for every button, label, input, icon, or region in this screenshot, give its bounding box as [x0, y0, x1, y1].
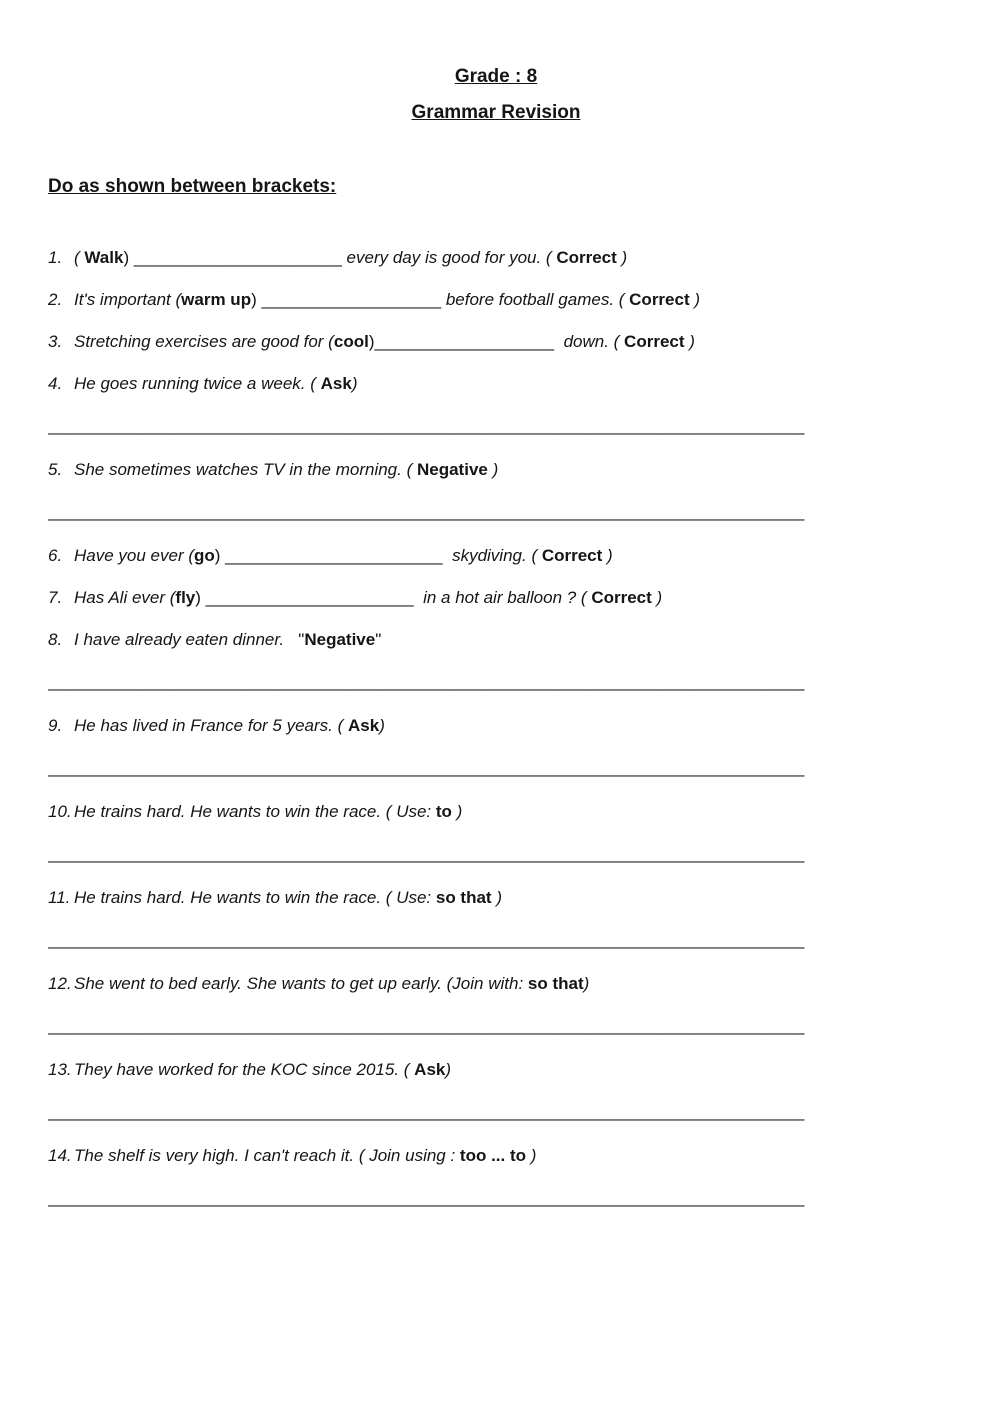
item-number: 13.	[48, 1060, 72, 1079]
item-number: 9.	[48, 716, 63, 735]
item-text-segment: "	[375, 630, 382, 649]
item-text-segment: )	[491, 888, 502, 907]
item-text-segment: )	[445, 1060, 452, 1079]
worksheet-item	[48, 244, 944, 272]
worksheet-item	[48, 584, 944, 612]
item-text-segment: Walk	[84, 248, 124, 267]
worksheet-item	[48, 970, 944, 998]
item-text-segment: Ask	[348, 716, 380, 735]
item-text-segment: )___________________	[368, 332, 564, 351]
instructions-heading: Do as shown between brackets:	[48, 176, 337, 197]
item-text-segment: Correct	[541, 546, 603, 565]
item-number: 6.	[48, 546, 63, 565]
item-number: 3.	[48, 332, 63, 351]
answer-blank-line: ________________________________________________________________________________	[48, 416, 805, 435]
item-text-segment: down. (	[563, 332, 625, 351]
item-number: 5.	[48, 460, 63, 479]
item-text-segment: )	[684, 332, 695, 351]
item-number: 14.	[48, 1146, 72, 1165]
item-text-segment: to	[435, 802, 452, 821]
answer-blank-line: ________________________________________________________________________________	[48, 1188, 805, 1207]
answer-blank-line: ________________________________________________________________________________	[48, 672, 805, 691]
item-number: 11.	[48, 888, 71, 907]
item-text-segment: Correct	[556, 248, 617, 267]
item-text-segment: He goes running twice a week. (	[74, 374, 321, 393]
item-text-segment: )	[351, 374, 358, 393]
worksheet-item	[48, 1142, 944, 1170]
item-text-segment: so that	[527, 974, 584, 993]
item-text-segment: He trains hard. He wants to win the race. ( Use:	[74, 888, 436, 907]
item-text-segment: ) ______________________	[195, 588, 424, 607]
worksheet-item	[48, 286, 944, 314]
worksheet-item	[48, 712, 944, 740]
item-text-segment: warm up	[181, 290, 252, 309]
item-text-segment: )	[451, 802, 463, 821]
item-text-segment: I have already eaten dinner.	[74, 630, 299, 649]
item-text-segment: in a hot air balloon ? (	[423, 588, 592, 607]
item-text-segment: fly	[175, 588, 196, 607]
item-text-segment: They have worked for the KOC since 2015. (	[74, 1060, 415, 1079]
item-text-segment: before football games. (	[445, 290, 630, 309]
item-text-segment: )	[379, 716, 385, 735]
item-text-segment: It's important (	[74, 290, 182, 309]
item-text-segment: )	[526, 1146, 537, 1165]
item-number: 1.	[48, 248, 63, 267]
item-number: 4.	[48, 374, 63, 393]
item-text-segment: She sometimes watches TV in the morning. (	[74, 460, 417, 479]
item-text-segment: ) ______________________	[123, 248, 347, 267]
item-number: 10.	[48, 802, 72, 821]
item-text-segment: )	[583, 974, 590, 993]
item-text-segment: Negative	[304, 630, 376, 649]
item-text-segment: so that	[435, 888, 492, 907]
item-text-segment: Correct	[629, 290, 690, 309]
item-number: 12.	[48, 974, 72, 993]
page-subtitle: Grammar Revision	[411, 102, 581, 123]
item-number: 7.	[48, 588, 63, 607]
worksheet-item	[48, 542, 944, 570]
answer-blank-line: ________________________________________________________________________________	[48, 502, 805, 521]
item-text-segment: He has lived in France for 5 years. (	[74, 716, 349, 735]
item-text-segment: cool	[333, 332, 369, 351]
item-number: 8.	[48, 630, 63, 649]
worksheet-item	[48, 328, 944, 356]
item-text-segment: )	[651, 588, 663, 607]
item-text-segment: She went to bed early. She wants to get up early. (Join with:	[74, 974, 528, 993]
item-text-segment: Negative	[416, 460, 488, 479]
item-text-segment: every day is good for you. (	[346, 248, 557, 267]
items-container	[48, 244, 944, 1212]
answer-blank-line: ________________________________________________________________________________	[48, 1102, 805, 1121]
item-text-segment: Stretching exercises are good for (	[74, 332, 334, 351]
item-text-segment: go	[194, 546, 215, 565]
item-text-segment: (	[74, 248, 85, 267]
item-text-segment: )	[689, 290, 701, 309]
item-text-segment: )	[616, 248, 628, 267]
worksheet-item	[48, 626, 944, 654]
answer-blank-line: ________________________________________________________________________________	[48, 758, 805, 777]
item-text-segment: skydiving. (	[452, 546, 542, 565]
item-text-segment: Correct	[591, 588, 652, 607]
answer-blank-line: ________________________________________________________________________________	[48, 930, 805, 949]
item-number: 2.	[48, 290, 63, 309]
answer-blank-line: ________________________________________________________________________________	[48, 844, 805, 863]
item-text-segment: Ask	[320, 374, 352, 393]
worksheet-item	[48, 370, 944, 398]
item-text-segment: )	[487, 460, 499, 479]
item-text-segment: too ... to	[459, 1146, 527, 1165]
answer-blank-line: ________________________________________________________________________________	[48, 1016, 805, 1035]
item-text-segment: Have you ever (	[74, 546, 194, 565]
item-text-segment: Has Ali ever (	[74, 588, 176, 607]
item-text-segment: He trains hard. He wants to win the race. ( Use:	[74, 802, 436, 821]
item-text-segment: The shelf is very high. I can't reach it. ( Join using :	[74, 1146, 460, 1165]
item-text-segment: Ask	[414, 1060, 446, 1079]
worksheet-item	[48, 798, 944, 826]
worksheet-item	[48, 884, 944, 912]
item-text-segment: )	[602, 546, 613, 565]
worksheet-item	[48, 456, 944, 484]
item-text-segment: ) ___________________	[251, 290, 446, 309]
page-title: Grade : 8	[454, 66, 538, 87]
item-text-segment: Correct	[624, 332, 685, 351]
item-text-segment: ) _______________________	[214, 546, 453, 565]
worksheet-item	[48, 1056, 944, 1084]
item-text-segment: "	[298, 630, 305, 649]
